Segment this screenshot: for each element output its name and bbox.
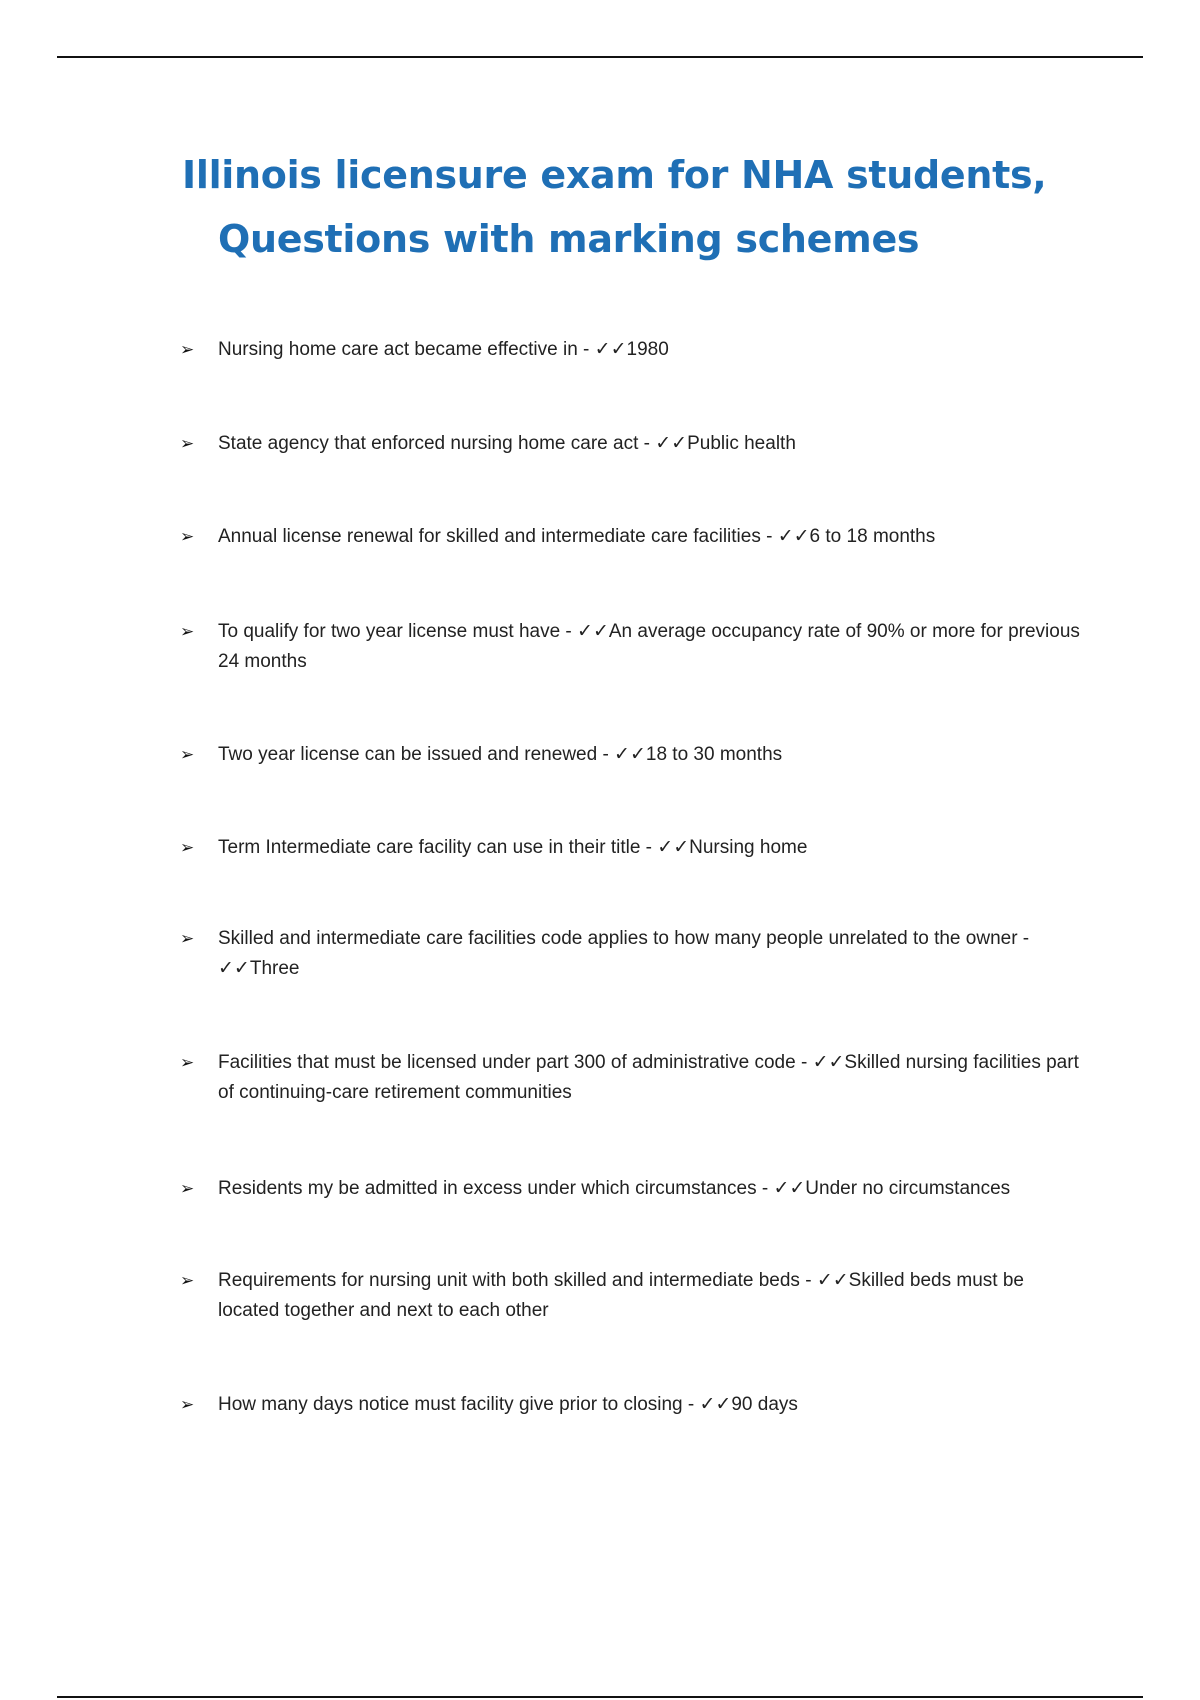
arrow-bullet-icon: ➢: [180, 1395, 195, 1414]
question-text: Requirements for nursing unit with both skilled and intermediate beds - ✓✓Skilled beds must be located together and next to each other: [218, 1270, 1024, 1321]
list-item: [180, 429, 1090, 459]
question-text: Nursing home care act became effective in - ✓✓1980: [218, 339, 669, 360]
question-text: Two year license can be issued and renewed - ✓✓18 to 30 months: [218, 744, 783, 765]
list-item: [180, 740, 1090, 770]
arrow-bullet-icon: ➢: [180, 838, 195, 857]
list-item: [180, 617, 1090, 677]
question-text: Skilled and intermediate care facilities code applies to how many people unrelated to the owner - ✓✓Three: [218, 928, 1030, 979]
list-item: [180, 833, 1090, 863]
question-text: Facilities that must be licensed under part 300 of administrative code - ✓✓Skilled nursing facilities part of continuing-care retirement communities: [218, 1052, 1079, 1103]
list-item: [180, 1266, 1090, 1326]
question-text: Annual license renewal for skilled and intermediate care facilities - ✓✓6 to 18 months: [218, 526, 936, 547]
list-item: [180, 522, 1090, 552]
arrow-bullet-icon: ➢: [180, 434, 195, 453]
arrow-bullet-icon: ➢: [180, 527, 195, 546]
arrow-bullet-icon: ➢: [180, 340, 195, 359]
arrow-bullet-icon: ➢: [180, 1179, 195, 1198]
title-line-2: Questions with marking schemes: [218, 217, 920, 261]
bottom-divider: [57, 1696, 1143, 1698]
title-line-1: Illinois licensure exam for NHA students,: [182, 153, 1047, 197]
question-text: Term Intermediate care facility can use in their title - ✓✓Nursing home: [218, 837, 808, 858]
arrow-bullet-icon: ➢: [180, 929, 195, 948]
arrow-bullet-icon: ➢: [180, 1271, 195, 1290]
arrow-bullet-icon: ➢: [180, 745, 195, 764]
arrow-bullet-icon: ➢: [180, 1053, 195, 1072]
list-item: [180, 1174, 1090, 1204]
question-text: Residents my be admitted in excess under which circumstances - ✓✓Under no circumstances: [218, 1178, 1011, 1199]
list-item: [180, 1048, 1090, 1108]
question-text: To qualify for two year license must have - ✓✓An average occupancy rate of 90% or more for previous 24 months: [218, 621, 1080, 672]
list-item: [180, 1390, 1090, 1420]
question-text: State agency that enforced nursing home care act - ✓✓Public health: [218, 433, 796, 454]
list-item: [180, 335, 1090, 365]
arrow-bullet-icon: ➢: [180, 622, 195, 641]
question-text: How many days notice must facility give prior to closing - ✓✓90 days: [218, 1394, 798, 1415]
list-item: [180, 924, 1090, 984]
